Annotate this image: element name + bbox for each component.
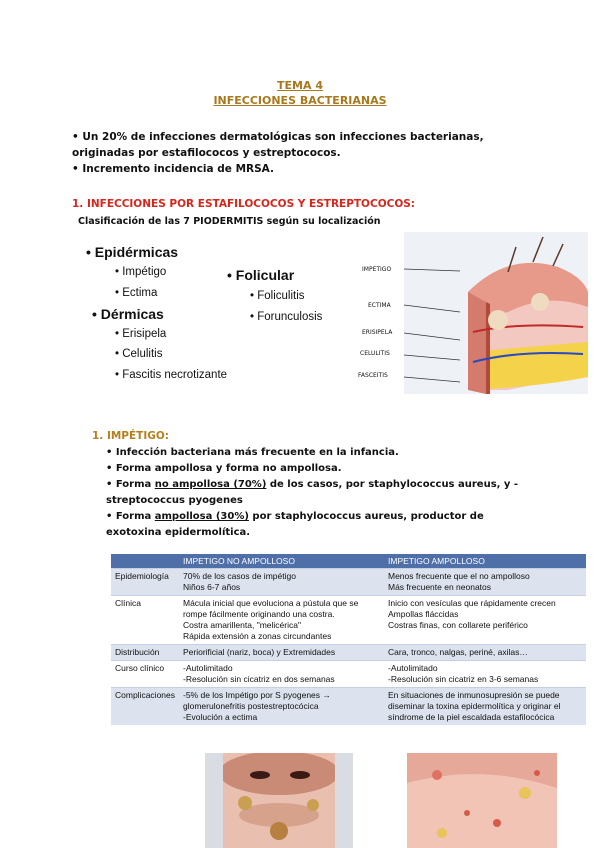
impetigo-bullet: • Forma ampollosa (30%) por staphylococcus aureus, productor de xyxy=(106,511,484,522)
diagram-label-fasceitis: FASCEITIS xyxy=(358,372,388,379)
item-impetigo: • Impétigo xyxy=(115,266,167,278)
table-cell: 70% de los casos de impétigo Niños 6-7 años xyxy=(179,568,384,595)
item-forunculosis: • Forunculosis xyxy=(250,311,323,323)
table-row xyxy=(111,644,586,660)
intro-line-2: originadas por estafilococos y estreptococos. xyxy=(72,147,341,159)
table-cell: Cara, tronco, nalgas, periné, axilas… xyxy=(384,644,586,660)
table-row xyxy=(111,595,586,644)
page-title: INFECCIONES BACTERIANAS xyxy=(213,94,387,107)
folicular-label: • Folicular xyxy=(227,267,295,283)
table-cell: Inicio con vesículas que rápidamente crecen Ampollas fláccidas Costras finas, con collarete periférico xyxy=(384,595,586,644)
item-ectima: • Ectima xyxy=(115,287,158,299)
bullae-lesion-illustration xyxy=(407,753,557,848)
intro-line-1: • Un 20% de infecciones dermatológicas son infecciones bacterianas, xyxy=(72,131,484,143)
table-cell: -5% de los Impétigo por S pyogenes → glomerulonefritis postestreptocócica -Evolución a ectima xyxy=(179,687,384,725)
photo-bullous-impetigo xyxy=(407,753,557,848)
diagram-label-impetigo: IMPETIGO xyxy=(362,266,392,273)
section2-title: 1. IMPÉTIGO: xyxy=(92,430,169,442)
table-cell: Mácula inicial que evoluciona a pústula que se rompe fácilmente originando una costra. Costra amarillenta, "melicérica" Rápida extensión a zonas circundantes xyxy=(179,595,384,644)
table-header: IMPETIGO AMPOLLOSO xyxy=(384,554,586,568)
impetigo-bullet: • Forma ampollosa y forma no ampollosa. xyxy=(106,463,342,474)
table-cell: Epidemiología xyxy=(111,568,179,595)
table-cell: Clínica xyxy=(111,595,179,644)
impetigo-comparison-table xyxy=(111,554,586,725)
table-row xyxy=(111,660,586,687)
table-cell: Periorificial (nariz, boca) y Extremidades xyxy=(179,644,384,660)
impetigo-bullet: exotoxina epidermolítica. xyxy=(106,527,251,538)
skin-layers-diagram xyxy=(358,232,588,394)
impetigo-bullet: streptococcus pyogenes xyxy=(106,495,243,506)
diagram-label-celulitis: CELULITIS xyxy=(360,350,390,357)
item-erisipela: • Erisipela xyxy=(115,328,167,340)
item-foliculitis: • Foliculitis xyxy=(250,290,305,302)
table-cell: Distribución xyxy=(111,644,179,660)
item-fascitis: • Fascitis necrotizante xyxy=(115,369,228,381)
table-cell: -Autolimitado -Resolución sin cicatriz en 3-6 semanas xyxy=(384,660,586,687)
table-cell: En situaciones de inmunosupresión se puede diseminar la toxina epidermolítica y originar el síndrome de la piel escaldada estafilocócica xyxy=(384,687,586,725)
face-lesion-illustration xyxy=(205,753,353,848)
table-row xyxy=(111,568,586,595)
epidermicas-label: • Epidérmicas xyxy=(86,244,179,260)
diagram-label-erisipela: ERISIPELA xyxy=(362,329,393,336)
table-cell: Menos frecuente que el no ampolloso Más frecuente en neonatos xyxy=(384,568,586,595)
dermicas-label: • Dérmicas xyxy=(92,306,164,322)
impetigo-bullet: • Infección bacteriana más frecuente en la infancia. xyxy=(106,447,399,458)
intro-line-3: • Incremento incidencia de MRSA. xyxy=(72,163,274,175)
photo-non-bullous-impetigo xyxy=(205,753,353,848)
section1-subtitle: Clasificación de las 7 PIODERMITIS según su localización xyxy=(78,216,381,227)
table-row xyxy=(111,687,586,725)
table-cell: Complicaciones xyxy=(111,687,179,725)
tema-number: TEMA 4 xyxy=(277,79,323,92)
diagram-label-ectima: ECTIMA xyxy=(368,302,391,309)
skin-layers-illustration xyxy=(358,232,588,394)
impetigo-bullet: • Forma no ampollosa (70%) de los casos, por staphylococcus aureus, y - xyxy=(106,479,519,490)
table-cell: Curso clínico xyxy=(111,660,179,687)
table-cell: -Autolimitado -Resolución sin cicatriz en dos semanas xyxy=(179,660,384,687)
table-header: IMPETIGO NO AMPOLLOSO xyxy=(179,554,384,568)
table-header xyxy=(111,554,179,568)
section1-title: 1. INFECCIONES POR ESTAFILOCOCOS Y ESTREPTOCOCOS: xyxy=(72,198,416,210)
item-celulitis: • Celulitis xyxy=(115,348,163,360)
